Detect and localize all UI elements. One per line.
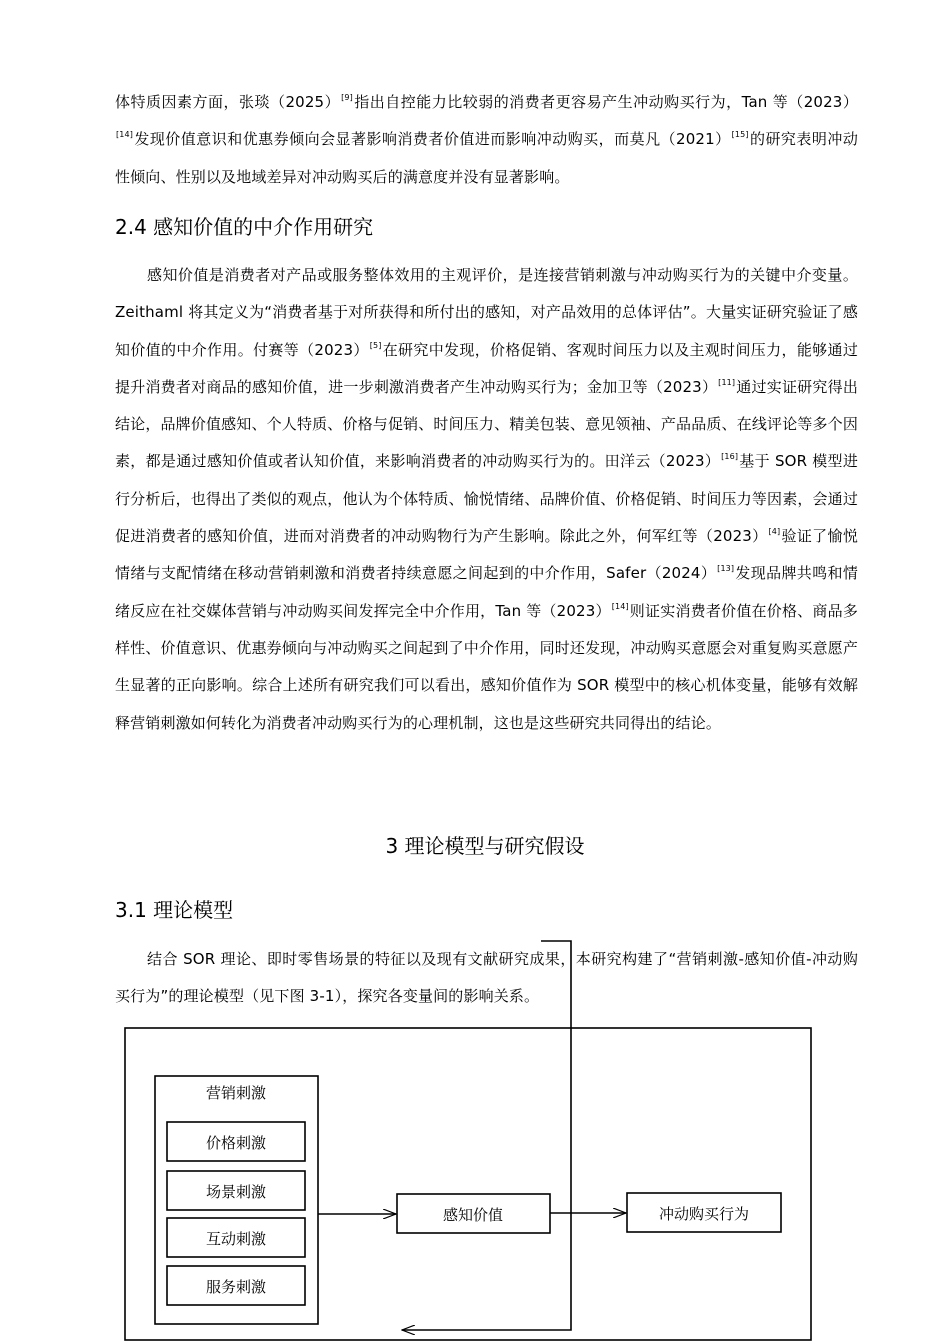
citation-ref: [11] — [718, 377, 736, 387]
stimulus-box-scene — [167, 1171, 305, 1210]
section-heading-3-1: 3.1 理论模型 — [115, 898, 234, 922]
stimulus-label-price: 价格刺激 — [205, 1134, 267, 1152]
mediator-label: 感知价值 — [442, 1206, 504, 1224]
mediator-box — [397, 1194, 550, 1233]
text-run: 发现品牌共鸣和情绪反应在社交媒体营销与冲动购买间发挥完全中介作用，Tan 等（2023） — [115, 564, 858, 620]
outcome-label: 冲动购买行为 — [658, 1205, 750, 1223]
paragraph-perceived-value — [115, 257, 858, 742]
citation-ref: [14] — [116, 130, 134, 140]
paragraph-theory-model: 结合 SOR 理论、即时零售场景的特征以及现有文献研究成果，本研究构建了“营销刺激-感知价值-冲动购买行为”的理论模型（见下图 3-1），探究各变量间的影响关系。 — [115, 950, 858, 1006]
section-heading-2-4: 2.4 感知价值的中介作用研究 — [115, 215, 374, 239]
stimulus-group-box — [155, 1076, 318, 1324]
citation-ref: [16] — [721, 452, 739, 462]
stimulus-box-service — [167, 1266, 305, 1305]
text-run: 验证了愉悦情绪与支配情绪在移动营销刺激和消费者持续意愿之间起到的中介作用，Safer（2024） — [115, 527, 858, 583]
citation-ref: [14] — [611, 601, 629, 611]
stimulus-label-interaction: 互动刺激 — [205, 1230, 267, 1248]
citation-ref: [4] — [768, 527, 781, 537]
stimulus-group-title: 营销刺激 — [205, 1084, 267, 1102]
text-run: 通过实证研究得出结论，品牌价值感知、个人特质、价格与促销、时间压力、精美包装、意见领袖、产品品质、在线评论等多个因素，都是通过感知价值或者认知价值，来影响消费者的冲动购买行为的。田洋云（2023） — [115, 377, 859, 471]
citation-ref: [5] — [369, 340, 382, 350]
model-outer-frame — [125, 1028, 811, 1340]
paragraph-individual-traits — [115, 84, 858, 196]
stimulus-box-interaction — [167, 1218, 305, 1257]
stimulus-label-service: 服务刺激 — [205, 1278, 267, 1296]
outcome-box — [627, 1193, 781, 1232]
text-run: 指出自控能力比较弱的消费者更容易产生冲动购买行为，Tan 等（2023） — [353, 93, 858, 111]
chapter-heading-3: 3 理论模型与研究假设 — [385, 834, 585, 858]
text-run: 的研究表明冲动性倾向、性别以及地域差异对冲动购买后的满意度并没有显著影响。 — [115, 130, 858, 186]
text-run: 发现价值意识和优惠券倾向会显著影响消费者价值进而影响冲动购买，而莫凡（2021） — [134, 130, 731, 149]
stimulus-label-scene: 场景刺激 — [205, 1183, 267, 1201]
citation-ref: [13] — [717, 564, 735, 574]
text-run: 感知价值是消费者对产品或服务整体效用的主观评价，是连接营销刺激与冲动购买行为的关键中介变量。Zeithaml 将其定义为“消费者基于对所获得和所付出的感知，对产品效用的总体评估”。大量实证研究验证了感知价值的中介作用。付赛等（2023） — [115, 266, 858, 359]
citation-ref: [15] — [731, 130, 749, 140]
citation-ref: [9] — [341, 93, 353, 102]
text-run: 体特质因素方面，张琰（2025） — [115, 93, 341, 111]
stimulus-box-price — [167, 1122, 305, 1161]
text-run: 在研究中发现，价格促销、客观时间压力以及主观时间压力，能够通过提升消费者对商品的感知价值，进一步刺激消费者产生冲动购买行为；金加卫等（2023） — [115, 340, 858, 396]
text-run: 基于 SOR 模型进行分析后，也得出了类似的观点，他认为个体特质、愉悦情绪、品牌价值、价格促销、时间压力等因素，会通过促进消费者的感知价值，进而对消费者的冲动购物行为产生影响。除此之外，何军红等（2023） — [115, 452, 858, 546]
text-run: 则证实消费者价值在价格、商品多样性、价值意识、优惠券倾向与冲动购买之间起到了中介作用，同时还发现，冲动购买意愿会对重复购买意愿产生显著的正向影响。综合上述所有研究我们可以看出，感知价值作为 SOR 模型中的核心机体变量，能够有效解释营销刺激如何转化为消费者冲动购买行为的心理机制，这也是这些研究共同得出的结论。 — [115, 601, 858, 732]
